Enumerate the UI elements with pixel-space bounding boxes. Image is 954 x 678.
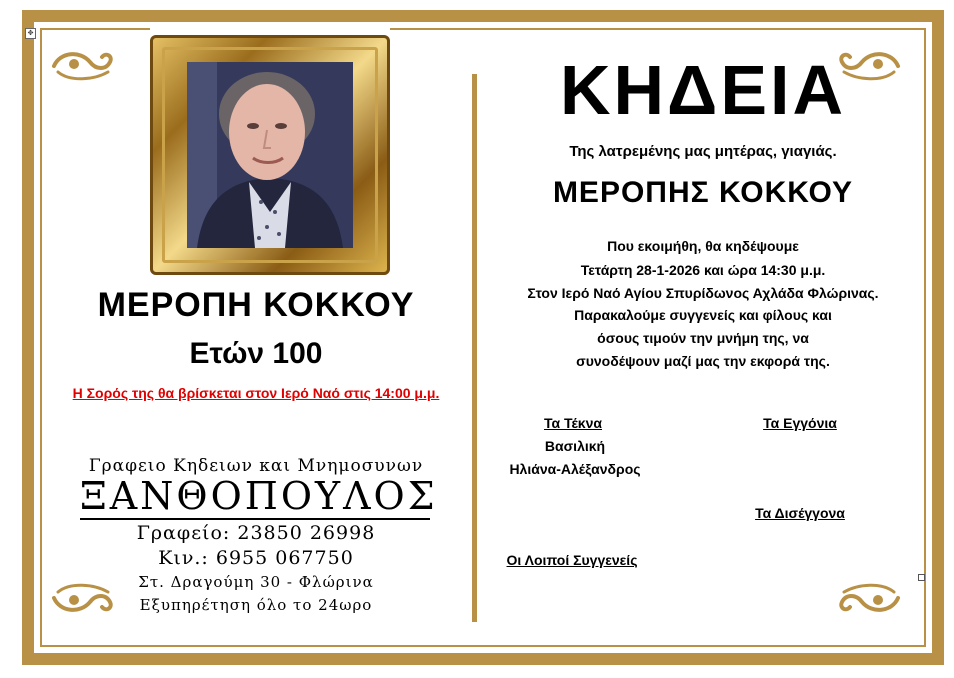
child-name: Ηλιάνα-Αλέξανδρος	[509, 461, 641, 477]
flourish-ornament-icon	[832, 580, 902, 616]
flourish-ornament-icon	[50, 48, 120, 84]
agency-hours: Εξυπηρέτηση όλο το 24ωρο	[139, 596, 373, 614]
notice-line: Που εκοιμήθη, θα κηδέψουμε	[607, 238, 799, 254]
agency-mobile-phone: Κιν.: 6955 067750	[158, 547, 354, 569]
notice-intro: Της λατρεμένης μας μητέρας, γιαγιάς.	[569, 143, 837, 160]
deceased-age: Ετών 100	[189, 337, 323, 370]
resize-handle-icon[interactable]	[918, 574, 925, 581]
notice-line: συνοδέψουν μαζί μας την εκφορά της.	[576, 353, 830, 369]
grandchildren-label: Τα Εγγόνια	[763, 415, 837, 431]
wake-notice: Η Σορός της θα βρίσκεται στον Ιερό Ναό στις 14:00 μ.μ.	[72, 385, 440, 401]
relatives-label: Οι Λοιποί Συγγενείς	[506, 552, 638, 568]
children-label: Τα Τέκνα	[543, 415, 603, 431]
notice-line: όσους τιμούν την μνήμη της, να	[597, 330, 809, 346]
child-name: Βασιλική	[544, 438, 606, 454]
deceased-name: ΜΕΡΟΠΗ ΚΟΚΚΟΥ	[97, 286, 415, 324]
agency-office-phone: Γραφείο: 23850 26998	[136, 522, 376, 544]
notice-line: Στον Ιερό Ναό Αγίου Σπυρίδωνος Αχλάδα Φλώρινας.	[527, 285, 879, 301]
frame-gap	[150, 22, 390, 32]
deceased-name-genitive: ΜΕΡΟΠΗΣ ΚΟΚΚΟΥ	[552, 176, 854, 209]
agency-name: ΞΑΝΘΟΠΟΥΛΟΣ	[80, 474, 438, 518]
portrait-photo	[187, 62, 353, 248]
agency-address: Στ. Δραγούμη 30 - Φλώρινα	[138, 573, 374, 591]
center-divider	[472, 74, 477, 622]
move-handle-icon[interactable]: ✥	[25, 28, 36, 39]
agency-title: Γραφειο Κηδειων και Μνημοσυνων	[88, 456, 424, 476]
notice-heading: ΚΗΔΕΙΑ	[559, 51, 847, 129]
notice-line: Παρακαλούμε συγγενείς και φίλους και	[574, 307, 832, 323]
notice-line: Τετάρτη 28-1-2026 και ώρα 14:30 μ.μ.	[580, 262, 826, 278]
great-grandchildren-label: Τα Δισέγγονα	[755, 505, 845, 521]
